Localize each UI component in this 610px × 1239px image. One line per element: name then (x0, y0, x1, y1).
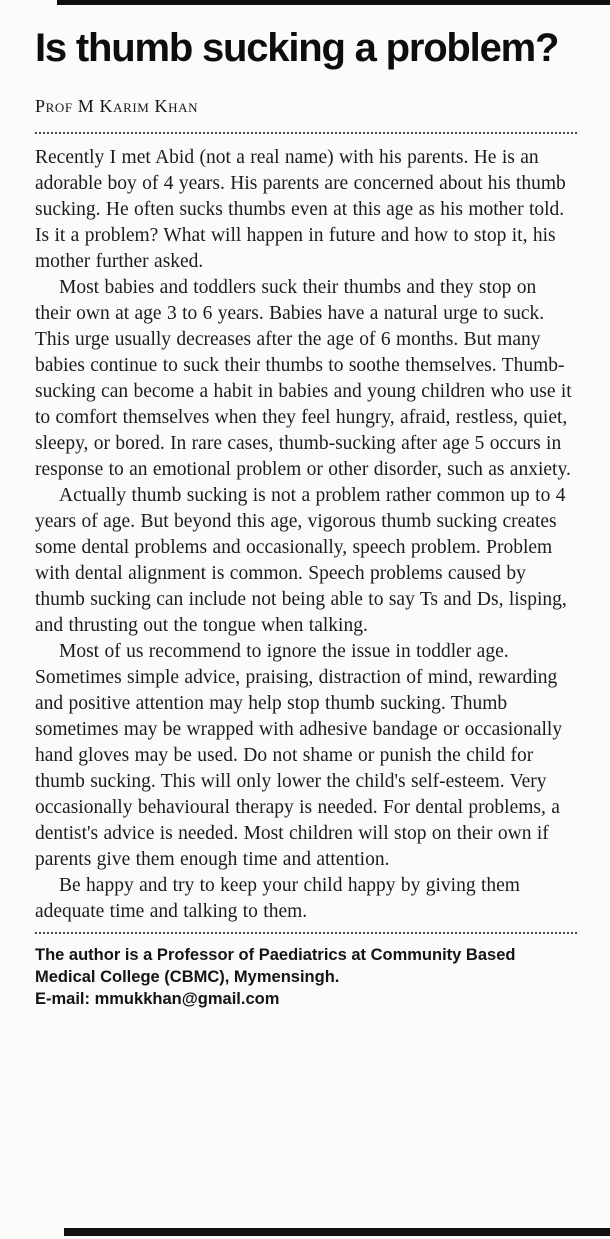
article-title: Is thumb sucking a problem? (35, 26, 559, 70)
bottom-rule (64, 1228, 610, 1236)
top-rule (57, 0, 610, 5)
paragraph-4: Most of us recommend to ignore the issue in toddler age. Sometimes simple advice, praising, distraction of mind, rewarding and positive attention may help stop thumb sucking. Thumb sometimes may be wrapped with adhesive bandage or occasionally hand gloves may be used. Do not shame or punish the child for thumb sucking. This will only lower the child's self-esteem. Very occasionally behavioural therapy is needed. For dental problems, a dentist's advice is needed. Most children will stop on their own if parents give them enough time and attention. (35, 641, 563, 870)
paragraph-2: Most babies and toddlers suck their thumbs and they stop on their own at age 3 to 6 years. Babies have a natural urge to suck. This urge usually decreases after the age of 6 months. But many babies continue to suck their thumbs to soothe themselves. Thumb-sucking can become a habit in babies and young children who use it to comfort themselves when they feel hungry, afraid, restless, quiet, sleepy, or bored. In rare cases, thumb-sucking after age 5 occurs in response to an emotional problem or other disorder, such as anxiety. (35, 277, 572, 480)
paragraph-5: Be happy and try to keep your child happy by giving them adequate time and talking to them. (35, 875, 520, 922)
dotted-separator-top (35, 132, 577, 134)
article-body (35, 145, 577, 925)
article-footer (35, 944, 577, 1010)
article-byline: Prof M Karim Khan (35, 96, 199, 116)
paragraph-3: Actually thumb sucking is not a problem rather common up to 4 years of age. But beyond this age, vigorous thumb sucking creates some dental problems and occasionally, speech problem. Problem with dental alignment is common. Speech problems caused by thumb sucking can include not being able to say Ts and Ds, lisping, and thrusting out the tongue when talking. (35, 485, 567, 636)
dotted-separator-bottom (35, 932, 577, 934)
paragraph-1: Recently I met Abid (not a real name) with his parents. He is an adorable boy of 4 years. His parents are concerned about his thumb sucking. He often sucks thumbs even at this age as his mother told. Is it a problem? What will happen in future and how to stop it, his mother further asked. (35, 147, 566, 272)
email-line: E-mail: mmukkhan@gmail.com (35, 990, 280, 1008)
author-note: The author is a Professor of Paediatrics at Community Based Medical College (CBMC), Mymensingh. (35, 946, 516, 986)
